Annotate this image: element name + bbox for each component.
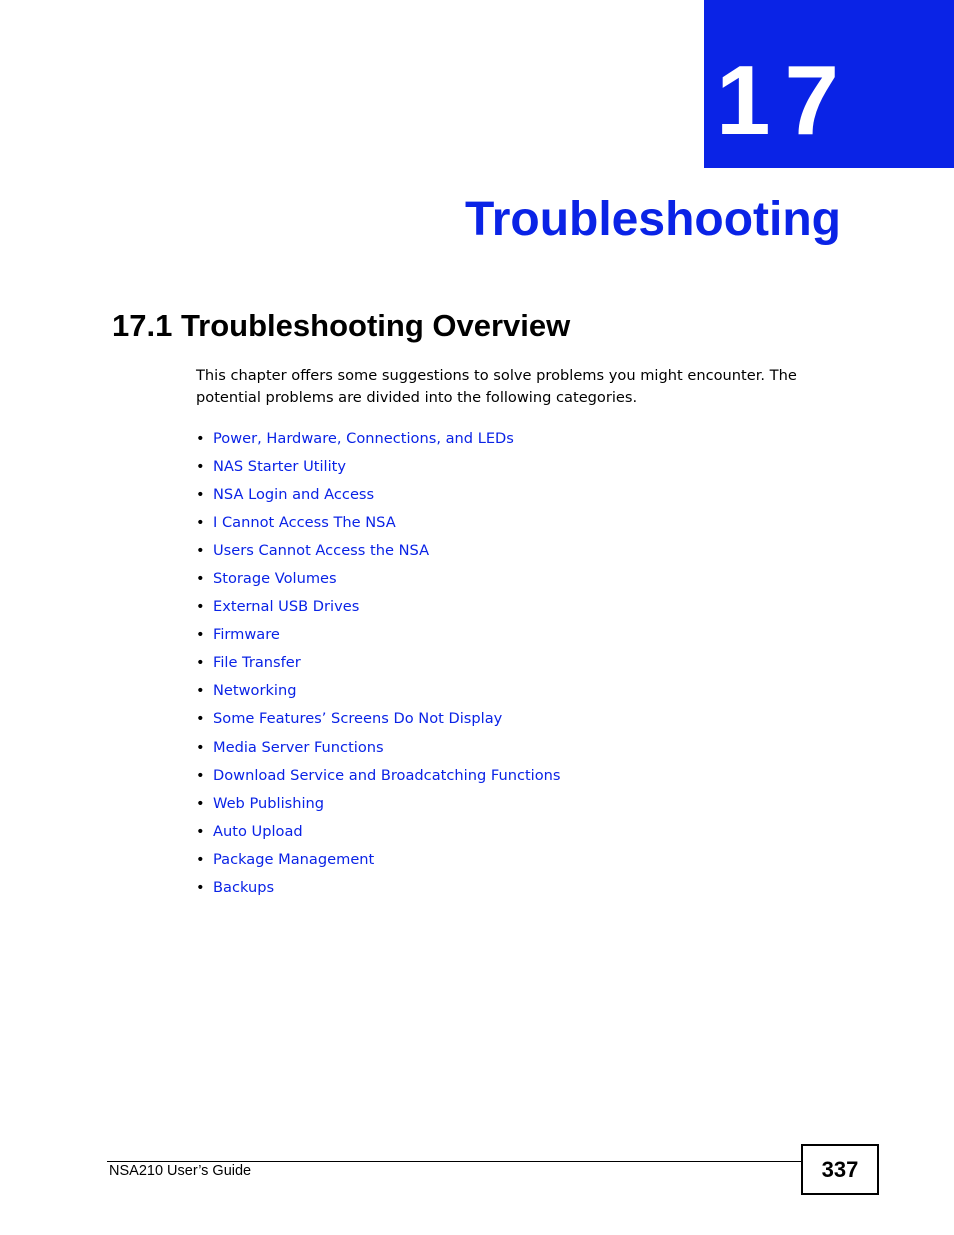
list-item: [196, 540, 561, 568]
bullet-icon: •: [196, 514, 205, 532]
bullet-icon: •: [196, 598, 205, 616]
bullet-icon: •: [196, 654, 205, 672]
page-number-box: [801, 1144, 879, 1195]
bullet-icon: •: [196, 822, 205, 840]
bullet-icon: •: [196, 430, 205, 447]
topic-link-file-transfer[interactable]: File Transfer: [213, 654, 301, 672]
bullet-icon: •: [196, 626, 205, 644]
bullet-icon: •: [196, 710, 205, 728]
list-item: [196, 877, 561, 905]
list-item: [196, 708, 561, 736]
list-item: [196, 484, 561, 512]
list-item: [196, 624, 561, 652]
chapter-title: Troubleshooting: [465, 193, 841, 246]
list-item: [196, 596, 561, 624]
topic-link-networking[interactable]: Networking: [213, 682, 297, 700]
list-item: [196, 652, 561, 680]
list-item: [196, 680, 561, 708]
topic-link-firmware[interactable]: Firmware: [213, 626, 280, 644]
bullet-icon: •: [196, 486, 205, 504]
topic-link-backups[interactable]: Backups: [213, 878, 275, 896]
bullet-icon: •: [196, 682, 205, 700]
section-heading: 17.1 Troubleshooting Overview: [112, 308, 571, 343]
topic-link-nsa-login[interactable]: NSA Login and Access: [213, 486, 375, 504]
footer-guide-title: NSA210 User’s Guide: [109, 1163, 252, 1179]
topic-link-package-management[interactable]: Package Management: [213, 850, 375, 868]
list-item: [196, 512, 561, 540]
bullet-icon: •: [196, 794, 205, 812]
page-number: 337: [821, 1157, 859, 1182]
list-item: [196, 821, 561, 849]
list-item: [196, 568, 561, 596]
bullet-icon: •: [196, 570, 205, 588]
topic-link-screens-not-display[interactable]: Some Features’ Screens Do Not Display: [213, 710, 503, 728]
bullet-icon: •: [196, 878, 205, 896]
topic-link-power-hardware[interactable]: Power, Hardware, Connections, and LEDs: [213, 430, 514, 447]
bullet-icon: •: [196, 766, 205, 784]
topic-link-users-cannot-access[interactable]: Users Cannot Access the NSA: [213, 542, 430, 560]
topic-link-auto-upload[interactable]: Auto Upload: [213, 822, 303, 840]
bullet-icon: •: [196, 458, 205, 476]
topic-link-web-publishing[interactable]: Web Publishing: [213, 794, 325, 812]
bullet-icon: •: [196, 542, 205, 560]
topic-link-cannot-access[interactable]: I Cannot Access The NSA: [213, 514, 396, 532]
list-item: [196, 737, 561, 765]
list-item: [196, 793, 561, 821]
topic-link-download-service[interactable]: Download Service and Broadcatching Functions: [213, 766, 561, 784]
list-item: [196, 849, 561, 877]
bullet-icon: •: [196, 738, 205, 756]
list-item: [196, 456, 561, 484]
list-item: [196, 765, 561, 793]
topic-link-storage-volumes[interactable]: Storage Volumes: [213, 570, 337, 588]
intro-paragraph: This chapter offers some suggestions to solve problems you might encounter. The potential problems are divided into the following categories.: [196, 367, 797, 406]
topic-list: [196, 428, 561, 905]
topic-link-nas-starter-utility[interactable]: NAS Starter Utility: [213, 458, 346, 476]
chapter-number: 17: [716, 45, 854, 155]
topic-link-media-server[interactable]: Media Server Functions: [213, 738, 384, 756]
list-item: [196, 428, 561, 456]
topic-link-external-usb[interactable]: External USB Drives: [213, 598, 360, 616]
bullet-icon: •: [196, 850, 205, 868]
